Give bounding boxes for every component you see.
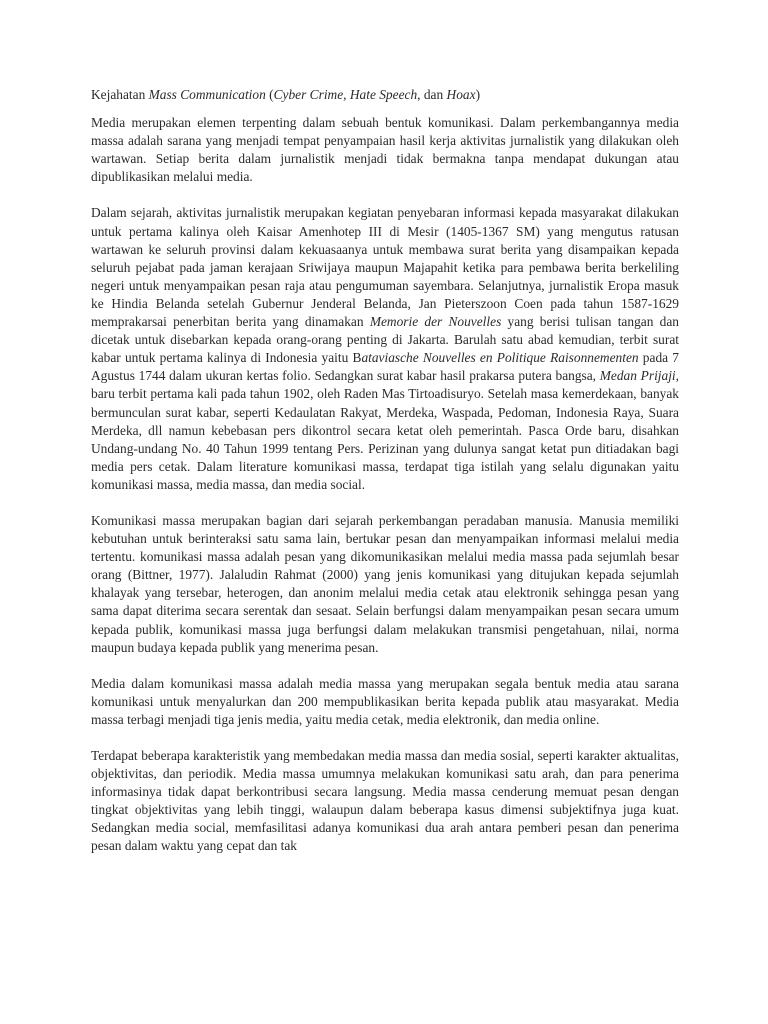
document-title bbox=[91, 86, 679, 104]
title-italic-mass-communication: Mass Communication bbox=[148, 87, 266, 102]
paragraph-2-segment-1: Dalam sejarah, aktivitas jurnalistik merupakan kegiatan penyebaran informasi kepada masyarakat dilakukan untuk pertama kalinya oleh Kaisar Amenhotep III di Mesir (1405-1367 SM) yang mengutus ratusan wartawan ke seluruh provinsi dalam kekuasaanya untuk membawa surat berita yang disampaikan kepada seluruh pejabat pada jaman kerajaan Sriwijaya maupun Majapahit ketika para pembawa berita berkeliling negeri untuk menyampaikan pesan raja atau pengumuman sayembara. Selanjutnya, jurnalistik Eropa masuk ke Hindia Belanda setelah Gubernur Jenderal Belanda, Jan Pieterszoon Coen pada tahun 1587-1629 memprakarsai penerbitan berita yang dinamakan bbox=[91, 205, 679, 330]
title-italic-cyber-crime: Cyber Crime, Hate Speech bbox=[273, 87, 418, 102]
paragraph-2-italic-bataviasche: ataviasche Nouvelles en Politique Raisonnementen bbox=[361, 350, 639, 366]
title-text-open-paren: ( bbox=[265, 87, 274, 102]
title-suffix: ) bbox=[475, 87, 481, 102]
paragraph-3: Komunikasi massa merupakan bagian dari sejarah perkembangan peradaban manusia. Manusia memiliki kebutuhan untuk berinteraksi satu sama lain, bertukar pesan dan menyampaikan informasi melalui media tertentu. komunikasi massa adalah pesan yang dikomunikasikan melalui media massa pada sejumlah besar orang (Bittner, 1977). Jalaludin Rahmat (2000) yang jenis komunikasi yang ditujukan kepada sejumlah khalayak yang tersebar, heterogen, dan anonim melalui media cetak atau elektronik sehingga pesan yang sama dapat diterima secara serentak dan sesaat. Selain berfungsi dalam menyampaikan pesan secara umum kepada publik, komunikasi massa juga berfungsi dalam melakukan transmisi pengetahuan, nilai, norma maupun budaya kepada publik yang menerima pesan. bbox=[91, 512, 679, 655]
paragraph-2-segment-2: yang berisi tulisan tangan dan dicetak untuk disebarkan kepada orang-orang penting di Jakarta. Barulah satu abad kemudian, terbit surat kabar untuk pertama kalinya di Indonesia yaitu B bbox=[91, 314, 679, 366]
paragraph-4: Media dalam komunikasi massa adalah media massa yang merupakan segala bentuk media atau sarana komunikasi untuk menyalurkan dan 200 mempublikasikan berita kepada publik atau masyarakat. Media massa terbagi menjadi tiga jenis media, yaitu media cetak, media elektronik, dan media online. bbox=[91, 675, 679, 727]
paragraph-2-italic-memorie: Memorie der Nouvelles bbox=[369, 314, 502, 330]
paragraph-2-segment-4: , baru terbit pertama kali pada tahun 1902, oleh Raden Mas Tirtoadisuryo. Setelah masa kemerdekaan, banyak bermunculan surat kabar, seperti Kedaulatan Rakyat, Merdeka, Waspada, Pedoman, Indonesia Raya, Suara Merdeka, dll namun kebebasan pers dikontrol secara ketat oleh pemerintah. Pasca Orde baru, disahkan Undang-undang No. 40 Tahun 1999 tentang Pers. Perizinan yang dulunya sangat ketat pun ditiadakan bagi media pers cetak. Dalam literature komunikasi massa, terdapat tiga istilah yang selalu digunakan yaitu komunikasi massa, media massa, dan media social. bbox=[91, 368, 679, 492]
paragraph-5: Terdapat beberapa karakteristik yang membedakan media massa dan media sosial, seperti karakter aktualitas, objektivitas, dan periodik. Media massa umumnya melakukan komunikasi satu arah, dan para penerima informasinya tidak dapat berkontribusi secara langsung. Media massa cenderung memuat pesan dengan tingkat objektivitas yang lebih tinggi, walaupun dalam beberapa kasus dimensi subjektifnya juga kuat. Sedangkan media social, memfasilitasi adanya komunikasi dua arah antara pemberi pesan dan penerima pesan dalam waktu yang cepat dan tak bbox=[91, 748, 679, 854]
paragraph-1: Media merupakan elemen terpenting dalam sebuah bentuk komunikasi. Dalam perkembangannya media massa adalah sarana yang menjadi tempat penyampaian hasil kerja aktivitas jurnalistik yang dilakukan oleh wartawan. Setiap berita dalam jurnalistik menjadi tidak bermakna tanpa mendapat dukungan atau dipublikasikan melalui media. bbox=[91, 115, 679, 185]
paragraph-2-segment-3: pada 7 Agustus 1744 dalam ukuran kertas folio. Sedangkan surat kabar hasil prakarsa putera bangsa, bbox=[91, 350, 679, 384]
paragraph-2 bbox=[91, 204, 679, 494]
title-text-dan: , dan bbox=[417, 87, 447, 102]
title-italic-hoax: Hoax bbox=[446, 87, 476, 102]
document-body bbox=[91, 86, 679, 856]
title-prefix: Kejahatan bbox=[91, 87, 149, 102]
paragraph-2-italic-medan-prijaji: Medan Prijaji bbox=[599, 368, 676, 384]
